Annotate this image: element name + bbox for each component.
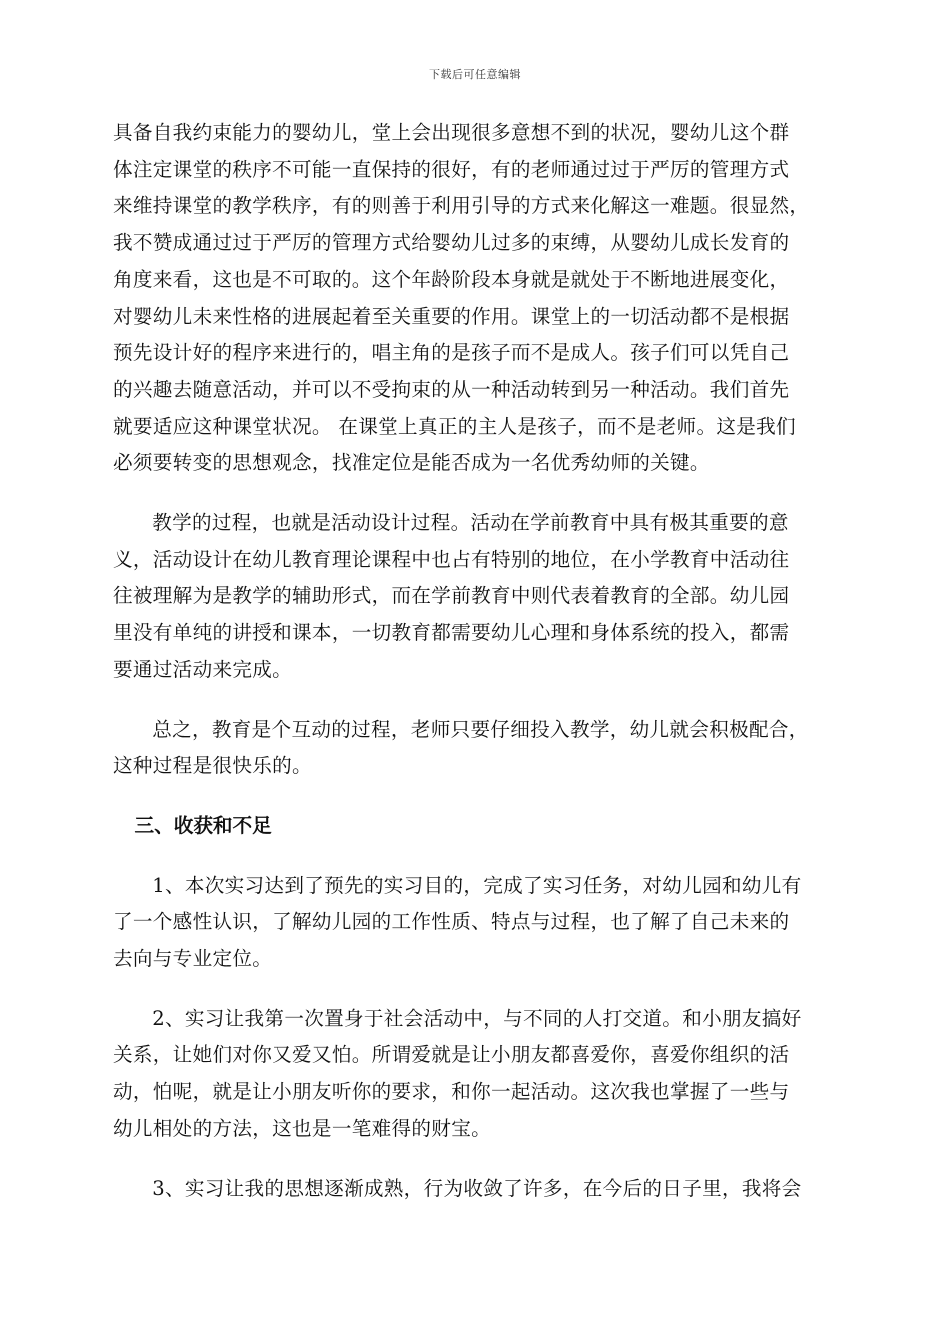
text-line: 往被理解为是教学的辅助形式，而在学前教育中则代表着教育的全部。幼儿园 <box>113 584 790 608</box>
text-line: 了一个感性认识，了解幼儿园的工作性质、特点与过程，也了解了自己未来的 <box>113 910 790 934</box>
text-line: 必须要转变的思想观念，找准定位是能否成为一名优秀幼师的关键。 <box>113 451 710 475</box>
text-line: 预先设计好的程序来进行的，唱主角的是孩子而不是成人。孩子们可以凭自己 <box>113 341 790 365</box>
paragraph-teaching-process <box>113 505 843 689</box>
text-line: 具备自我约束能力的婴幼儿，堂上会出现很多意想不到的状况，婴幼儿这个群 <box>113 121 790 144</box>
paragraph-gain-1 <box>113 868 843 978</box>
text-line: 角度来看，这也是不可取的。这个年龄阶段本身就是就处于不断地进展变化， <box>113 267 790 291</box>
text-line: 就要适应这种课堂状况。 在课堂上真正的主人是孩子，而不是老师。这是我们 <box>113 414 796 438</box>
text-line: 体注定课堂的秩序不可能一直保持的很好，有的老师通过过于严厉的管理方式 <box>113 157 790 181</box>
text-line: 2、实习让我第一次置身于社会活动中，与不同的人打交道。和小朋友搞好 <box>152 1006 802 1030</box>
text-line: 义，活动设计在幼儿教育理论课程中也占有特别的地位，在小学教育中活动往 <box>113 547 790 571</box>
text-line: 里没有单纯的讲授和课本，一切教育都需要幼儿心理和身体系统的投入，都需 <box>113 621 790 645</box>
text-line: 1、本次实习达到了预先的实习目的，完成了实习任务，对幼儿园和幼儿有 <box>152 873 802 897</box>
text-line: 来维持课堂的教学秩序，有的则善于利用引导的方式来化解这一难题。很显然， <box>113 194 810 218</box>
text-line: 总之，教育是个互动的过程，老师只要仔细投入教学，幼儿就会积极配合， <box>152 717 809 741</box>
section-heading: 三、收获和不足 <box>134 813 272 837</box>
text-line: 这种过程是很快乐的。 <box>113 754 312 778</box>
text-line: 幼儿相处的方法，这也是一笔难得的财宝。 <box>113 1116 491 1140</box>
paragraph-gain-3 <box>113 1171 843 1208</box>
text-line: 的兴趣去随意活动，并可以不受拘束的从一种活动转到另一种活动。我们首先 <box>113 377 790 401</box>
page-header-note: 下载后可任意编辑 <box>429 68 521 81</box>
paragraph-gain-2 <box>113 1001 843 1148</box>
text-line: 教学的过程，也就是活动设计过程。活动在学前教育中具有极其重要的意 <box>152 511 789 535</box>
text-line: 要通过活动来完成。 <box>113 657 293 681</box>
text-line: 对婴幼儿未来性格的进展起着至关重要的作用。课堂上的一切活动都不是根据 <box>113 304 790 328</box>
text-line: 关系，让她们对你又爱又怕。所谓爱就是让小朋友都喜爱你，喜爱你组织的活 <box>113 1043 790 1067</box>
text-line: 去向与专业定位。 <box>113 947 273 971</box>
text-line: 动，怕呢，就是让小朋友听你的要求，和你一起活动。这次我也掌握了一些与 <box>113 1080 790 1104</box>
document-body <box>113 115 843 1207</box>
paragraph-summary <box>113 712 843 785</box>
text-line: 3、实习让我的思想逐渐成熟，行为收敛了许多，在今后的日子里，我将会 <box>152 1176 802 1200</box>
paragraph-classroom-order <box>113 115 843 482</box>
text-line: 我不赞成通过过于严厉的管理方式给婴幼儿过多的束缚，从婴幼儿成长发育的 <box>113 231 790 255</box>
